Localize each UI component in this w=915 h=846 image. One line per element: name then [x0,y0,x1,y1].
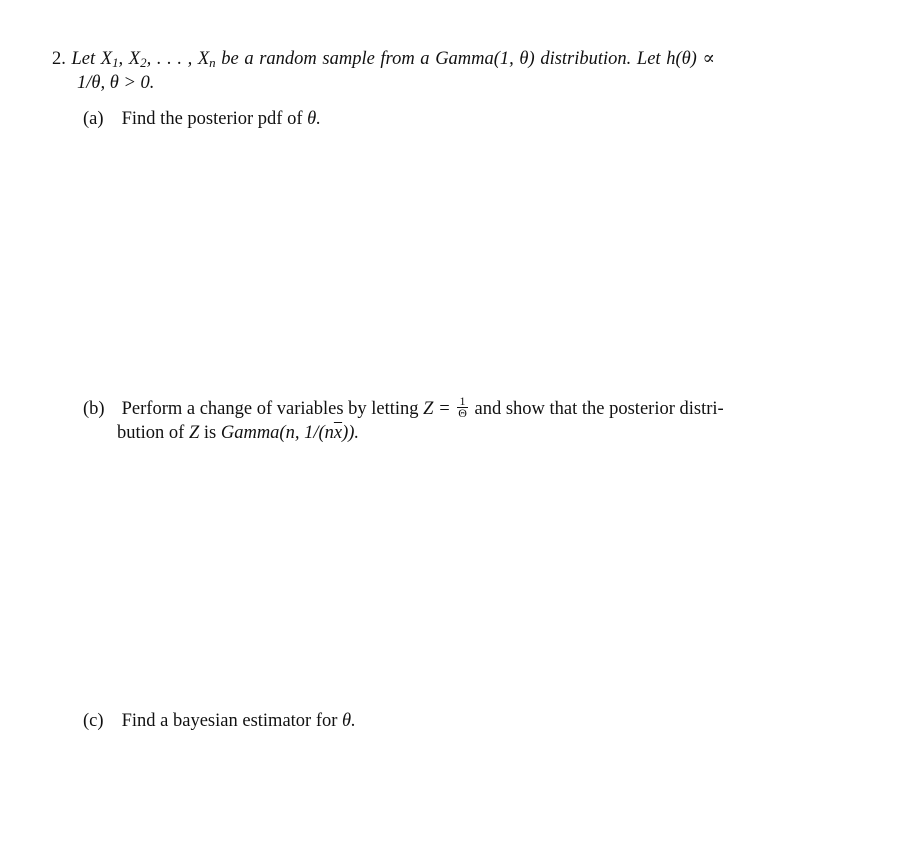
part-a-label: (a) [83,109,104,129]
distribution: Gamma(1, θ) [435,49,535,69]
part-b-line-2 [117,422,359,444]
part-b-gamma: Gamma(n, $1/(n\overline{x})$). [220,423,360,443]
part-a-text: Find the posterior pdf of [121,109,303,129]
part-c-label: (c) [83,711,104,731]
part-b-text-2: and show that the posterior distri- [474,399,724,419]
part-b-z-equals: Z = [423,399,451,419]
sample-variables: $X_1$, $X_2$, . . . , $X_n$ [100,49,216,71]
part-b-text-3: bution of [117,423,185,443]
sample-text: be a random sample from a [221,49,430,69]
question-line-2 [77,72,154,94]
part-a-symbol: θ. [307,109,321,129]
x-bar: $\overline{x}$ [333,423,343,443]
part-c-text: Find a bayesian estimator for [121,711,338,731]
fraction-denominator: Θ [458,406,467,421]
prior-expression: h(θ) ∝ [666,49,715,69]
question-line-1 [52,48,715,70]
part-b-label: (b) [83,399,105,419]
part-b-line-1 [83,394,724,421]
prior-value: 1/θ, θ > 0. [77,73,155,93]
part-b-z: Z [188,423,200,443]
fraction-numerator: 1 [457,396,468,408]
part-a [83,108,321,130]
part-c [83,710,356,732]
distribution-text: distribution. Let [540,49,661,69]
question-intro: Let [71,49,96,69]
question-number: 2. [52,49,66,69]
part-c-symbol: θ. [342,711,356,731]
part-b-text-1: Perform a change of variables by letting [121,399,419,419]
part-b-fraction [457,396,468,419]
part-b-text-4: is [203,423,217,443]
